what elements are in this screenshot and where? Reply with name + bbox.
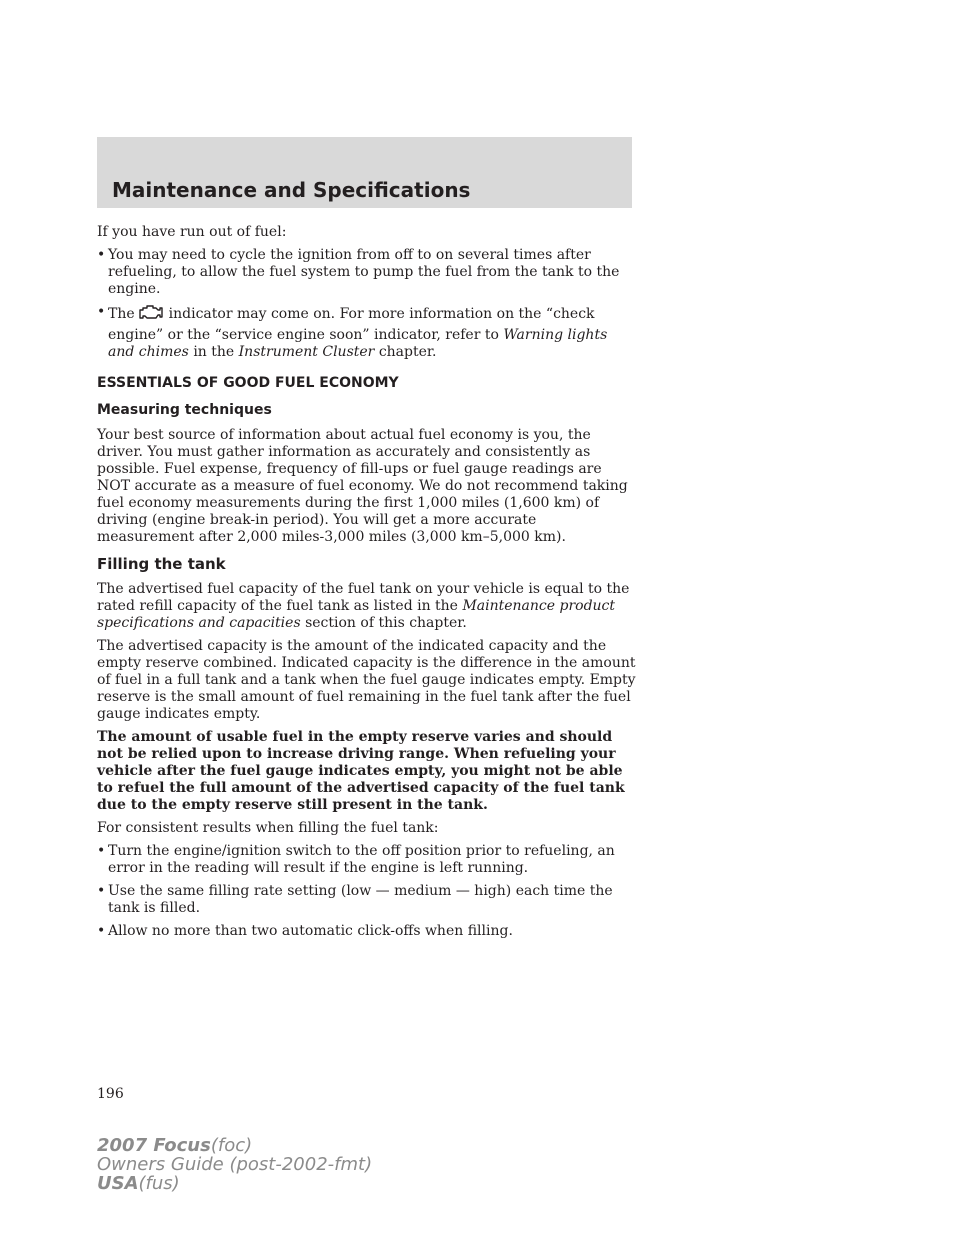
bullet-dot: • (97, 843, 106, 859)
list-item (97, 883, 637, 917)
bullet-mid: in the (193, 344, 235, 360)
subheading-measuring: Measuring techniques (97, 402, 272, 418)
reference-maintenance-specs: Maintenance product specifications and capacities (97, 598, 616, 631)
empty-reserve-warning: The amount of usable fuel in the empty reserve varies and should not be relied upon to increase driving range. When refueling your vehicle after the fuel gauge indicates empty, you might not be able to refuel the full amount of the advertised capacity of the fuel tank due to the empty reserve still present in the tank. (97, 729, 625, 813)
filling-paragraph-1 (97, 581, 637, 632)
bullet-post: indicator may come on. For more information on the “check engine” or the “service engine soon” indicator, refer to (108, 306, 595, 343)
reference-instrument-cluster: Instrument Cluster (238, 344, 375, 360)
list-item (97, 843, 637, 877)
page-title: Maintenance and Specifications (112, 178, 471, 202)
footer-line-2: Owners Guide (post-2002-fmt) (97, 1154, 373, 1175)
reference-warning-lights: Warning lights and chimes (108, 327, 608, 360)
bullet-text: Turn the engine/ignition switch to the off position prior to refueling, an error in the reading will result if the engine is left running. (108, 843, 615, 876)
run-out-intro: If you have run out of fuel: (97, 224, 287, 240)
consistent-results-intro: For consistent results when filling the fuel tank: (97, 820, 439, 836)
section-heading: ESSENTIALS OF GOOD FUEL ECONOMY (97, 375, 399, 391)
page-content (97, 224, 637, 946)
footer-market: USA (97, 1173, 139, 1194)
page-number: 196 (97, 1086, 124, 1102)
bullet-pre: The (108, 306, 135, 322)
bullet-dot: • (97, 883, 106, 899)
footer-line-1 (97, 1136, 372, 1155)
bullet-text: Use the same filling rate setting (low — medium — high) each time the tank is filled. (108, 883, 613, 916)
footer-model: 2007 Focus (97, 1135, 211, 1156)
bullet-dot: • (97, 247, 106, 263)
footer-line-3 (97, 1174, 372, 1193)
bullet-dot: • (97, 923, 106, 939)
bullet-text: You may need to cycle the ignition from off to on several times after refueling, to allow the fuel system to pump the fuel from the tank to the engine. (108, 247, 620, 297)
footer-model-code: (foc) (210, 1135, 253, 1156)
filling-p1-pre: The advertised fuel capacity of the fuel tank on your vehicle is equal to the rated refill capacity of the fuel tank as listed in the (97, 581, 630, 614)
list-item (97, 923, 637, 940)
document-footer (97, 1136, 372, 1193)
measuring-body: Your best source of information about actual fuel economy is you, the driver. You must gather information as accurately and consistently as possible. Fuel expense, frequency of fill-ups or fuel gauge readings are NOT accurate as a measure of fuel economy. We do not recommend taking fuel economy measurements during the first 1,000 miles (1,600 km) of driving (engine break-in period). You will get a more accurate measurement after 2,000 miles-3,000 miles (3,000 km–5,000 km). (97, 427, 628, 545)
filling-p1-post: section of this chapter. (305, 615, 467, 631)
list-item (97, 304, 637, 361)
subheading-filling: Filling the tank (97, 555, 226, 573)
bullet-end: chapter. (378, 344, 437, 360)
bullet-text (108, 304, 637, 361)
filling-paragraph-2: The advertised capacity is the amount of the indicated capacity and the empty reserve combined. Indicated capacity is the difference in the amount of fuel in a full tank and a tank when the fuel gauge indicates empty. Empty reserve is the small amount of fuel remaining in the fuel tank after the fuel gauge indicates empty. (97, 638, 636, 722)
list-item (97, 247, 637, 298)
bullet-dot: • (97, 304, 106, 320)
check-engine-icon (137, 304, 163, 327)
footer-market-code: (fus) (138, 1173, 180, 1194)
bullet-text: Allow no more than two automatic click-offs when filling. (108, 923, 513, 939)
